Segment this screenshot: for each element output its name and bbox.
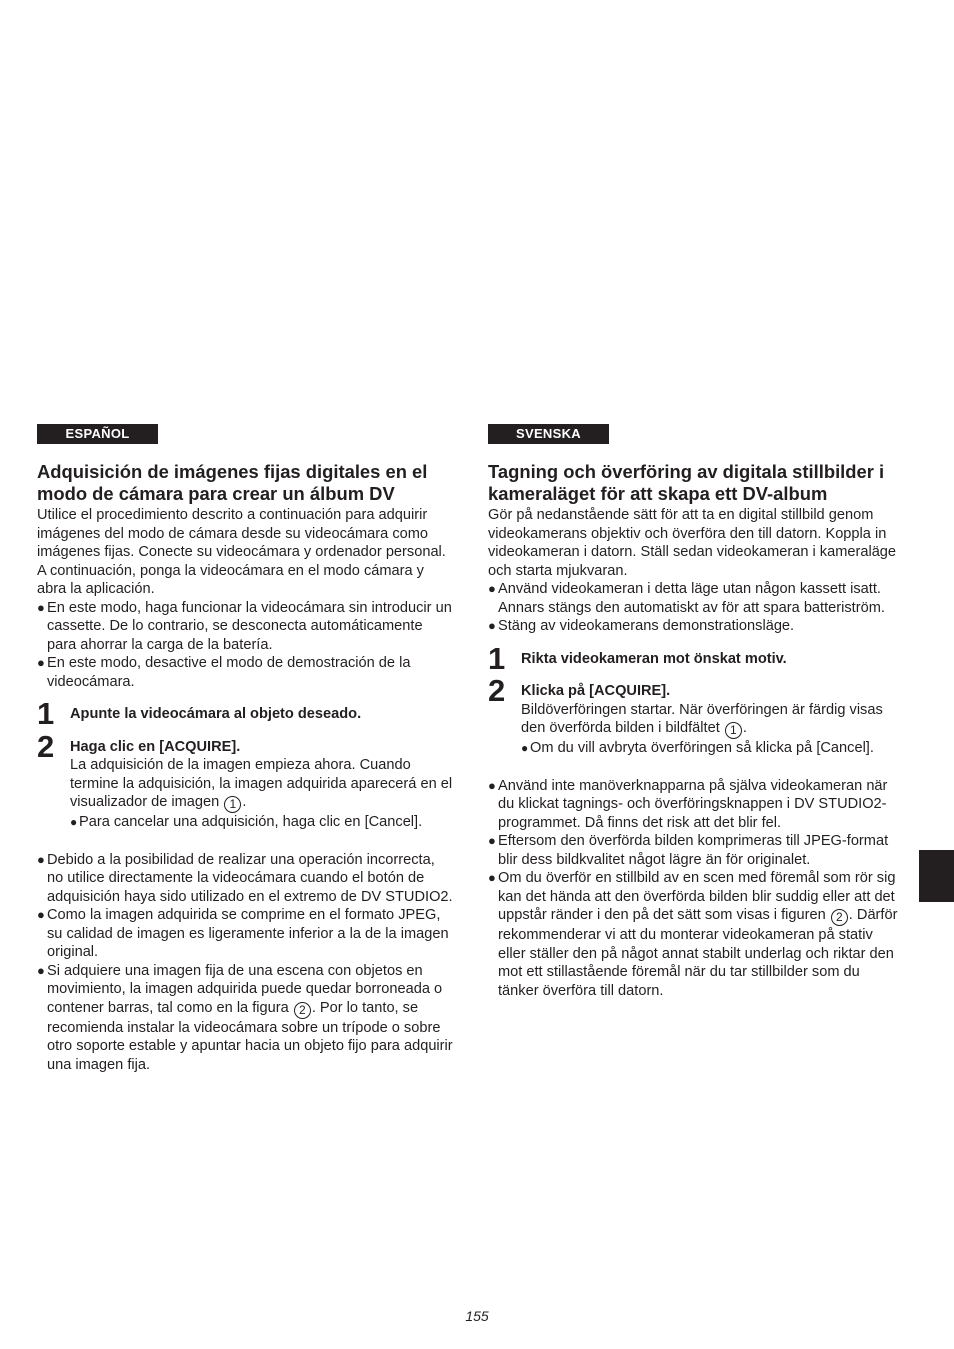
list-item: ● Debido a la posibilidad de realizar una operación incorrecta, no utilice directamente la videocámara cuando el botón de adquisición haya sido utilizado en el extremo de DV STUDIO2. <box>37 851 453 905</box>
circled-number-icon: 1 <box>725 722 742 739</box>
step-body: La adquisición de la imagen empieza ahora. Cuando termine la adquisición, la imagen adquirida aparecerá en el visualizador de imagen 1 . <box>70 757 453 811</box>
language-tag-espanol: ESPAÑOL <box>37 424 158 444</box>
step-number: 2 <box>488 673 506 708</box>
bullet-icon: ● <box>37 655 45 670</box>
list-item: ● Om du vill avbryta överföringen så klicka på [Cancel]. <box>521 740 874 756</box>
list-item: ● En este modo, haga funcionar la videocámara sin introducir un cassette. De lo contrario, se desconecta automáticamente para ahorrar la carga de la batería. <box>37 599 452 653</box>
step-1 <box>488 640 904 676</box>
step-body: Bildöverföringen startar. När överföringen är färdig visas den överförda bilden i bildfältet 1 . <box>521 701 883 737</box>
list-item: ● Para cancelar una adquisición, haga clic en [Cancel]. <box>70 814 423 830</box>
list-item: ● Si adquiere una imagen fija de una escena con objetos en movimiento, la imagen adquirida puede quedar borroneada o contener barras, tal como en la figura 2 . Por lo tanto, se recomienda instalar la videocámara sobre un trípode o sobre otro soporte estable y apuntar hacia un objeto fijo para adquirir una imagen fija. <box>37 962 453 1073</box>
step-title: Haga clic en [ACQUIRE]. <box>70 738 241 755</box>
intro-paragraph: Utilice el procedimiento descrito a continuación para adquirir imágenes del modo de cámara desde su videocámara como imágenes fijas. Conecte su videocámara y ordenador personal. A continuación, ponga la videocámara en el modo cámara y abra la aplicación. <box>37 507 446 597</box>
circled-number-icon: 1 <box>224 796 241 813</box>
step-title: Rikta videokameran mot önskat motiv. <box>521 650 787 667</box>
bullet-icon: ● <box>37 907 45 922</box>
step-2 <box>488 673 904 758</box>
bullet-icon: ● <box>37 599 45 615</box>
swedish-column <box>488 424 904 1000</box>
list-item: ● Como la imagen adquirida se comprime en el formato JPEG, su calidad de imagen es ligeramente inferior a la de la imagen original. <box>37 907 449 960</box>
bullet-icon: ● <box>488 777 496 793</box>
bullet-icon: ● <box>70 815 78 829</box>
bullet-icon: ● <box>488 618 496 633</box>
circled-number-icon: 2 <box>831 909 848 926</box>
step-2 <box>37 728 453 832</box>
step-title: Apunte la videocámara al objeto deseado. <box>70 706 362 722</box>
step-number: 2 <box>37 728 55 764</box>
step-title: Klicka på [ACQUIRE]. <box>521 683 671 699</box>
bullet-icon: ● <box>488 870 496 885</box>
language-tag-svenska: SVENSKA <box>488 424 609 444</box>
bullet-icon: ● <box>37 962 45 978</box>
step-number: 1 <box>37 696 55 731</box>
circled-number-icon: 2 <box>294 1002 311 1019</box>
bullet-icon: ● <box>521 741 529 755</box>
section-heading: Tagning och överföring av digitala stillbilder i kameraläget för att skapa ett DV-album <box>488 461 885 504</box>
intro-paragraph: Gör på nedanstående sätt för att ta en digital stillbild genom videokamerans objektiv och överföra den till datorn. Koppla in videokameran i datorn. Ställ sedan videokameran i kameraläge och starta mjukvaran. <box>488 507 897 579</box>
notes-list <box>488 777 904 1001</box>
list-item: ● Använd inte manöverknapparna på själva videokameran när du klickat tagnings- och överföringsknappen i DV STUDIO2-programmet. Då finns det risk att det blir fel. <box>488 777 888 831</box>
list-item: ● En este modo, desactive el modo de demostración de la videocámara. <box>37 655 411 690</box>
bullet-icon: ● <box>488 833 496 848</box>
list-item: ● Eftersom den överförda bilden komprimeras till JPEG-format blir dess bildkvalitet något lägre än för originalet. <box>488 833 889 868</box>
notes-list <box>37 851 453 1075</box>
step-number: 1 <box>488 640 506 676</box>
bullet-icon: ● <box>488 581 496 596</box>
bullet-icon: ● <box>37 851 45 867</box>
list-item: ● Om du överför en stillbild av en scen med föremål som rör sig kan det hända att den överförda bilden blir suddig eller att det uppstår ränder i den på det sätt som visas i figuren 2 . Därför rekommenderar vi att du monterar videokameran på stativ eller ställer den på något annat stabilt underlag och riktar den mot ett stillastående föremål när du tar stillbilder som du tänker överföra till datorn. <box>488 870 898 999</box>
chapter-thumb-tab <box>919 850 954 902</box>
list-item: ● Stäng av videokamerans demonstrationsläge. <box>488 618 795 634</box>
step-1 <box>37 696 453 731</box>
list-item: ● Använd videokameran i detta läge utan någon kassett isatt. Annars stängs den automatiskt av för att spara batteriström. <box>488 581 885 616</box>
page-number: 155 <box>465 1308 489 1324</box>
section-heading: Adquisición de imágenes fijas digitales en el modo de cámara para crear un álbum DV <box>37 461 428 504</box>
spanish-column <box>37 424 453 1074</box>
